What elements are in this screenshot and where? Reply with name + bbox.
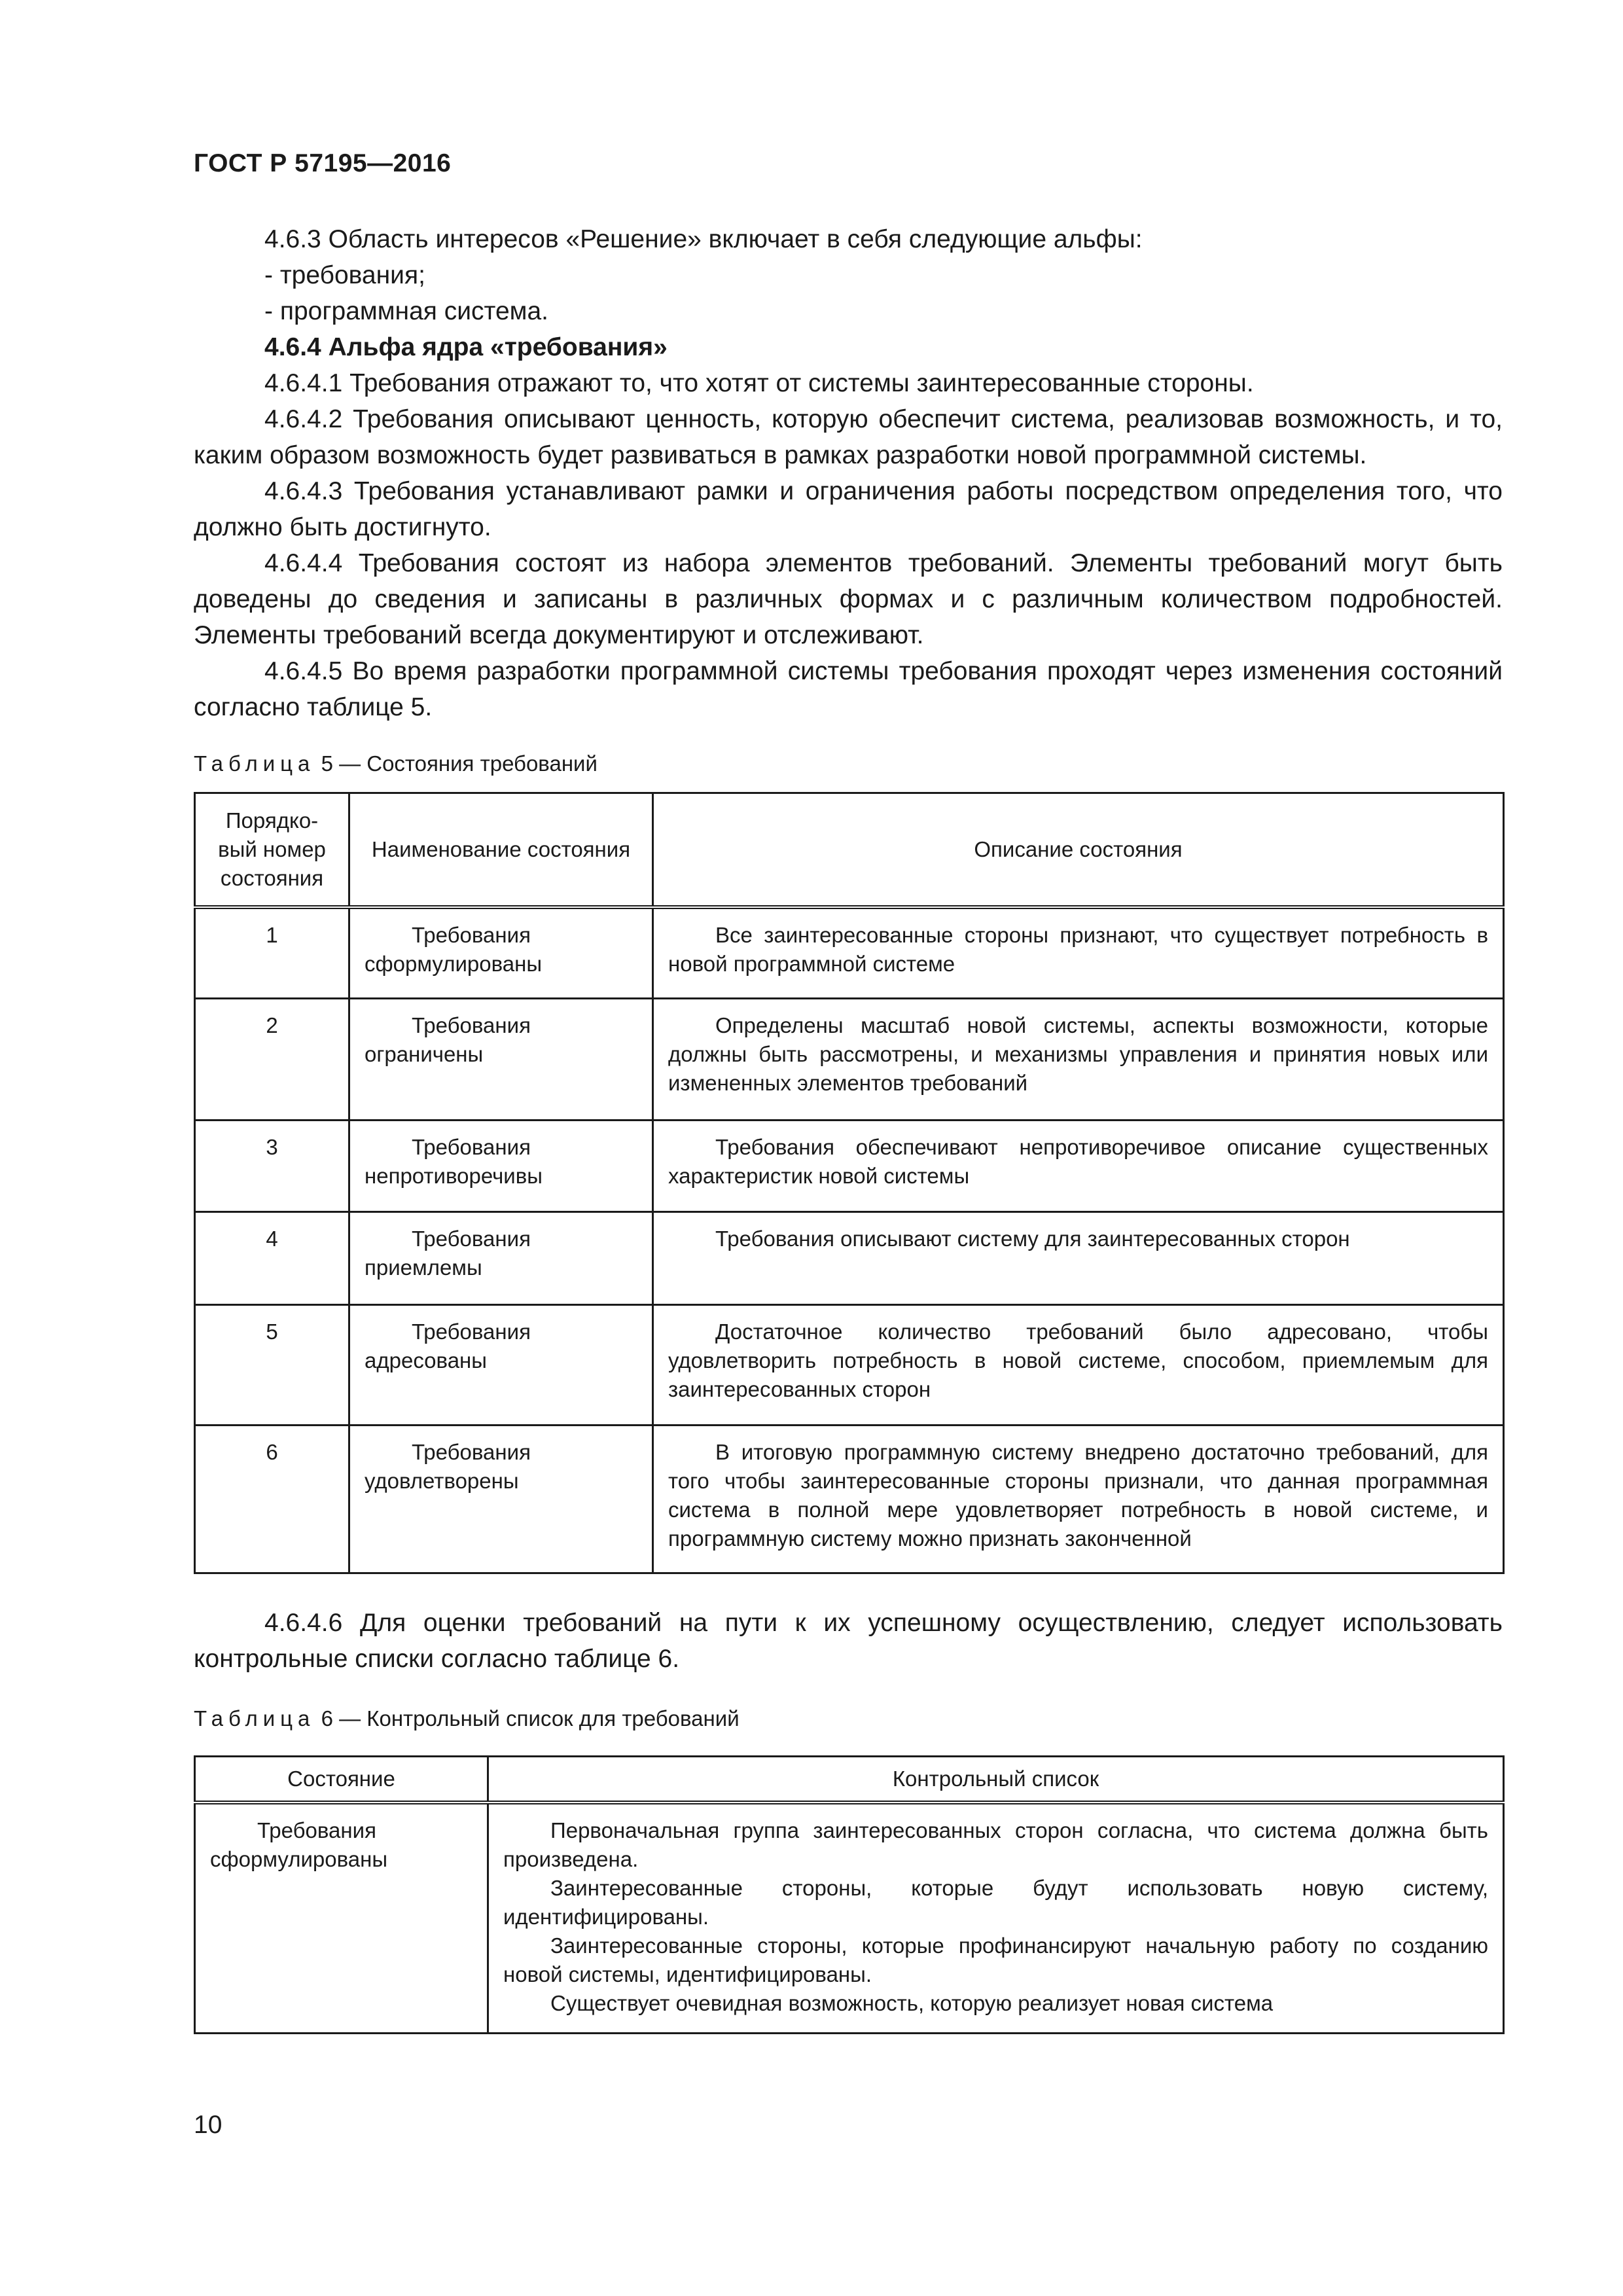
- list-item: - программная система.: [264, 297, 548, 325]
- table5-row5-desc: Достаточное количество требований было адресовано, чтобы удовлетворить потребность в новой системе, способом, приемлемым для заинтересованных сторон: [653, 1305, 1504, 1426]
- table6-header-state: Состояние: [195, 1757, 488, 1803]
- table5-row2-name: Требования ограничены: [349, 999, 653, 1121]
- section-heading-4-6-4: 4.6.4 Альфа ядра «требования»: [264, 333, 668, 361]
- checklist-item: Первоначальная группа заинтересованных сторон согласна, что система должна быть произведена.: [503, 1818, 1488, 1871]
- table5-header-name: Наименование состояния: [349, 793, 653, 907]
- table5-row6-num: 6: [195, 1426, 349, 1573]
- document-header: ГОСТ Р 57195—2016: [194, 149, 452, 177]
- table6-checklist: [194, 1755, 1505, 2034]
- table-row: [195, 1121, 1504, 1212]
- table5-row3-num: 3: [195, 1121, 349, 1212]
- paragraph-4-6-4-1: 4.6.4.1 Требования отражают то, что хотят от системы заинтересованные стороны.: [264, 369, 1254, 397]
- body-text-after-table5: [194, 1605, 1503, 1677]
- table5-row1-name: Требования сформулированы: [349, 907, 653, 999]
- table5-caption-prefix: Таблица: [194, 751, 315, 776]
- table5-row4-name: Требования приемлемы: [349, 1212, 653, 1305]
- paragraph-4-6-4-4: 4.6.4.4 Требования состоят из набора элементов требований. Элементы требований могут быть доведены до сведения и записаны в различных формах и с различным количеством подробностей. Элементы требований всегда документируют и отслеживают.: [194, 549, 1503, 649]
- paragraph-4-6-4-3: 4.6.4.3 Требования устанавливают рамки и ограничения работы посредством определения того, что должно быть достигнуто.: [194, 477, 1503, 541]
- table5-header-desc: Описание состояния: [653, 793, 1504, 907]
- table6-row1-state: Требования сформулированы: [195, 1803, 488, 2034]
- paragraph-4-6-4-5: 4.6.4.5 Во время разработки программной системы требования проходят через изменения состояний согласно таблице 5.: [194, 657, 1503, 721]
- paragraph-4-6-4-6: 4.6.4.6 Для оценки требований на пути к их успешному осуществлению, следует использовать контрольные списки согласно таблице 6.: [194, 1609, 1503, 1673]
- table6-header-checklist: Контрольный список: [488, 1757, 1504, 1803]
- table5-row2-num: 2: [195, 999, 349, 1121]
- table5-states: [194, 792, 1505, 1574]
- table6-caption-title: 6 — Контрольный список для требований: [321, 1706, 740, 1731]
- checklist-item: Заинтересованные стороны, которые будут использовать новую систему, идентифицированы.: [503, 1875, 1488, 1929]
- checklist-item: Существует очевидная возможность, которую реализует новая система: [550, 1990, 1274, 2015]
- table5-row5-num: 5: [195, 1305, 349, 1426]
- table5-row6-desc: В итоговую программную систему внедрено достаточно требований, для того чтобы заинтересованные стороны признали, что данная программная система в полной мере удовлетворяет потребность в новой системе, и программную систему можно признать законченной: [653, 1426, 1504, 1573]
- table5-caption-title: 5 — Состояния требований: [321, 751, 597, 776]
- table5-row3-desc: Требования обеспечивают непротиворечивое описание существенных характеристик новой системы: [653, 1121, 1504, 1212]
- table5-row6-name: Требования удовлетворены: [349, 1426, 653, 1573]
- table5-row3-name: Требования непротиворечивы: [349, 1121, 653, 1212]
- table6-row1-checklist: [488, 1803, 1504, 2034]
- table5-header-num: Порядко-вый номер состояния: [195, 793, 349, 907]
- table5-row2-desc: Определены масштаб новой системы, аспекты возможности, которые должны быть рассмотрены, и механизмы управления и принятия новых или измененных элементов требований: [653, 999, 1504, 1121]
- table-row: [195, 1426, 1504, 1573]
- table-row: [195, 1803, 1504, 2034]
- table5-row4-desc: Требования описывают систему для заинтересованных сторон: [653, 1212, 1504, 1305]
- table-row: [195, 1212, 1504, 1305]
- body-text: [194, 221, 1503, 725]
- table5-caption: [194, 749, 597, 778]
- table-row: [195, 907, 1504, 999]
- list-item: - требования;: [264, 261, 425, 289]
- paragraph-4-6-3: 4.6.3 Область интересов «Решение» включает в себя следующие альфы:: [264, 225, 1143, 253]
- page-number: 10: [194, 2111, 223, 2139]
- paragraph-4-6-4-2: 4.6.4.2 Требования описывают ценность, которую обеспечит система, реализовав возможность, и то, каким образом возможность будет развиваться в рамках разработки новой программной системы.: [194, 405, 1503, 469]
- table-row: [195, 999, 1504, 1121]
- table6-caption: [194, 1704, 740, 1733]
- table6-caption-prefix: Таблица: [194, 1706, 315, 1731]
- table-row: [195, 1305, 1504, 1426]
- table5-row1-desc: Все заинтересованные стороны признают, что существует потребность в новой программной системе: [653, 907, 1504, 999]
- table5-row4-num: 4: [195, 1212, 349, 1305]
- table5-row1-num: 1: [195, 907, 349, 999]
- checklist-item: Заинтересованные стороны, которые профинансируют начальную работу по созданию новой системы, идентифицированы.: [503, 1933, 1488, 1986]
- table5-row5-name: Требования адресованы: [349, 1305, 653, 1426]
